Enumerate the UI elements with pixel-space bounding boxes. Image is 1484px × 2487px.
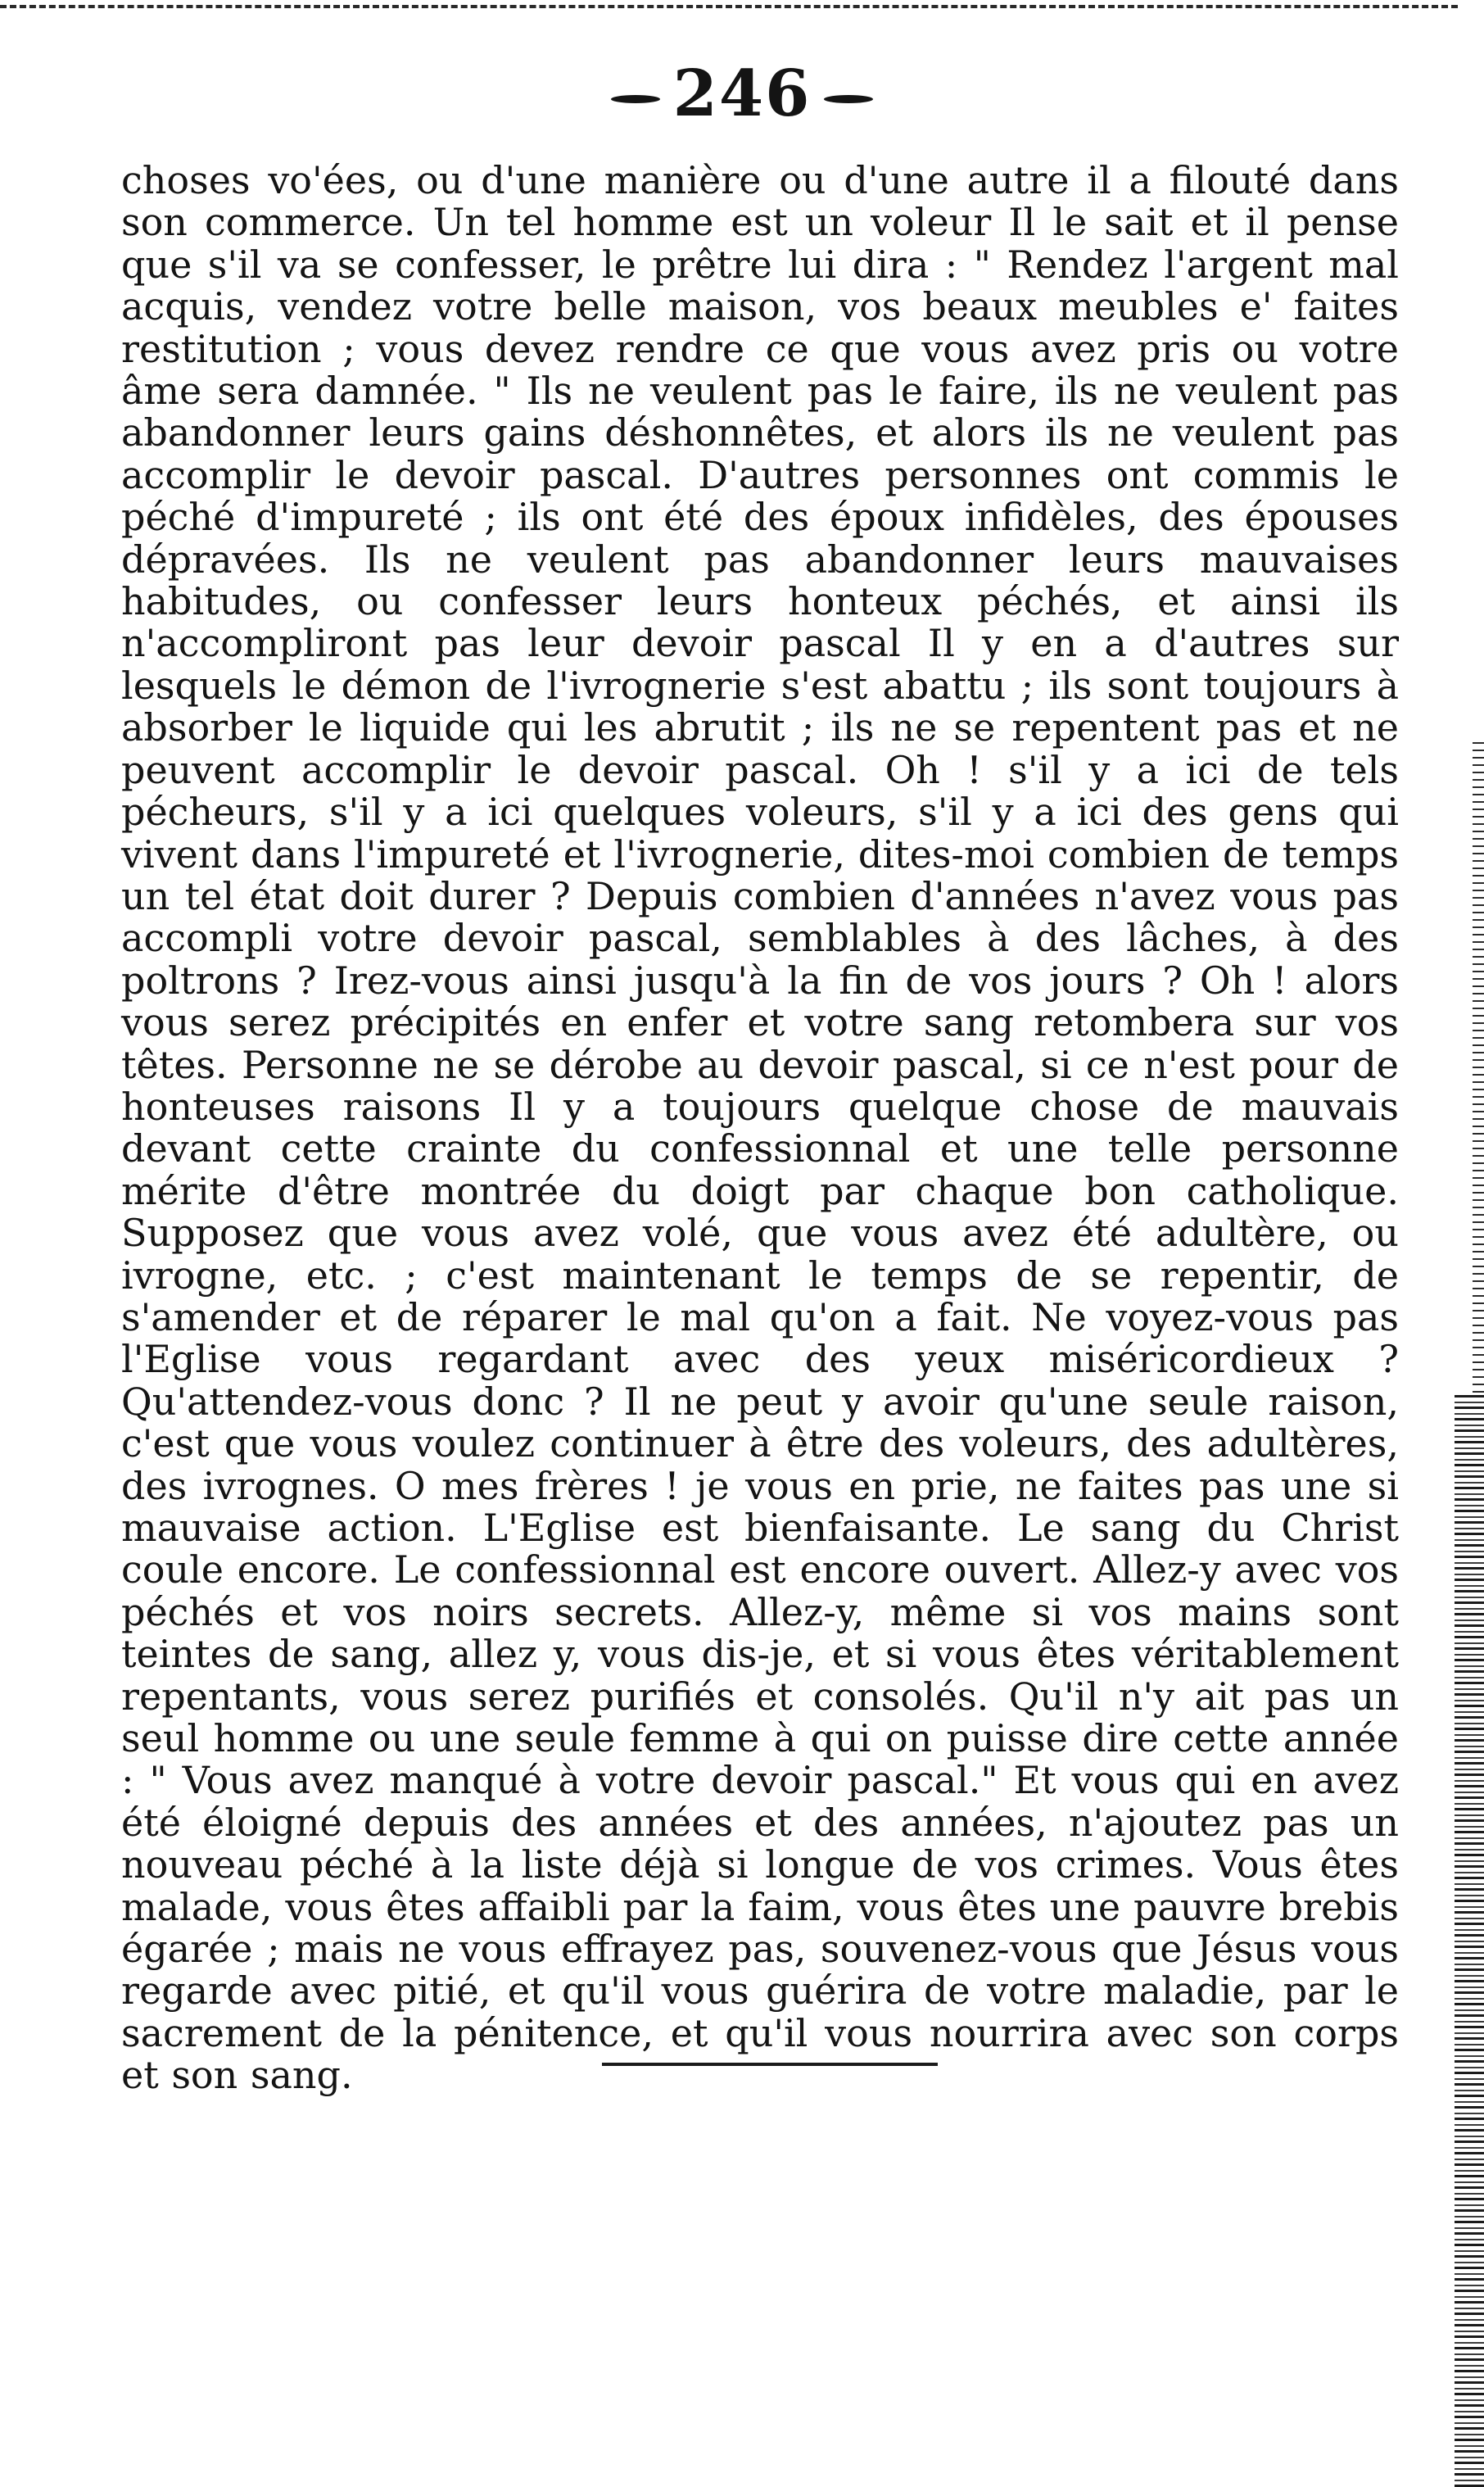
right-ornament: [824, 95, 873, 103]
body-paragraph: choses vo'ées, ou d'une manière ou d'une autre il a filouté dans son commerce. Un tel homme est un voleur Il le sait et il pense que s'il va se confesser, le prêtre lui dira : " Rendez l'argent mal acquis, vendez votre belle maison, vos beaux meubles e' faites restitution ; vous devez rendre ce que vous avez pris ou votre âme sera damnée. " Ils ne veulent pas le faire, ils ne veulent pas abandonner leurs gains déshonnêtes, et alors ils ne veulent pas accomplir le devoir pascal. D'autres personnes ont commis le péché d'impureté ; ils ont été des époux infidèles, des épouses dépravées. Ils ne veulent pas abandonner leurs mauvaises habitudes, ou confesser leurs honteux péchés, et ainsi ils n'accompliront pas leur devoir pascal Il y en a d'autres sur lesquels le démon de l'ivrognerie s'est abattu ; ils sont toujours à absorber le liquide qui les abrutit ; ils ne se repentent pas et ne peuvent accomplir le devoir pascal. Oh ! s'il y a ici de tels pécheurs, s'il y a ici quelques voleurs, s'il y a ici des gens qui vivent dans l'impureté et l'ivrognerie, dites-moi combien de temps un tel état doit durer ? Depuis combien d'années n'avez vous pas accompli votre devoir pascal, semblables à des lâches, à des poltrons ? Irez-vous ainsi jusqu'à la fin de vos jours ? Oh ! alors vous serez précipités en enfer et votre sang retombera sur vos têtes. Personne ne se dérobe au devoir pascal, si ce n'est pour de honteuses raisons Il y a toujours quelque chose de mauvais devant cette crainte du confessionnal et une telle personne mérite d'être montrée du doigt par chaque bon catholique. Supposez que vous avez volé, que vous avez été adultère, ou ivrogne, etc. ; c'est maintenant le temps de se repentir, de s'amender et de réparer le mal qu'on a fait. Ne voyez-vous pas l'Eglise vous regardant avec des yeux miséricordieux ? Qu'attendez-vous donc ? Il ne peut y avoir qu'une seule raison, c'est que vous voulez continuer à être des voleurs, des adultères, des ivrognes. O mes frères ! je vous en prie, ne faites pas une si mauvaise action. L'Eglise est bienfaisante. Le sang du Christ coule encore. Le confessionnal est encore ouvert. Allez-y avec vos péchés et vos noirs secrets. Allez-y, même si vos mains sont teintes de sang, allez y, vous dis-je, et si vous êtes véritablement repentants, vous serez purifiés et consolés. Qu'il n'y ait pas un seul homme ou une seule femme à qui on puisse dire cette année : " Vous avez manqué à votre devoir pascal." Et vous qui en avez été éloigné depuis des années et des années, n'ajoutez pas un nouveau péché à la liste déjà si longue de vos crimes. Vous êtes malade, vous êtes affaibli par la faim, vous êtes une pauvre brebis égarée ; mais ne vous effrayez pas, souvenez-vous que Jésus vous regarde avec pitié, et qu'il vous guérira de votre maladie, par le sacrement de la pénitence, et qu'il vous nourrira avec son corps et son sang.: [121, 158, 1399, 2098]
page-edge-binding: [1455, 1393, 1484, 2487]
page-edge-binding-upper: [1473, 737, 1484, 1393]
page-number: 246: [672, 57, 812, 131]
top-border-rule: [0, 5, 1458, 8]
left-ornament: [611, 95, 660, 103]
page-header: [0, 49, 1484, 139]
end-rule: [602, 2063, 938, 2066]
